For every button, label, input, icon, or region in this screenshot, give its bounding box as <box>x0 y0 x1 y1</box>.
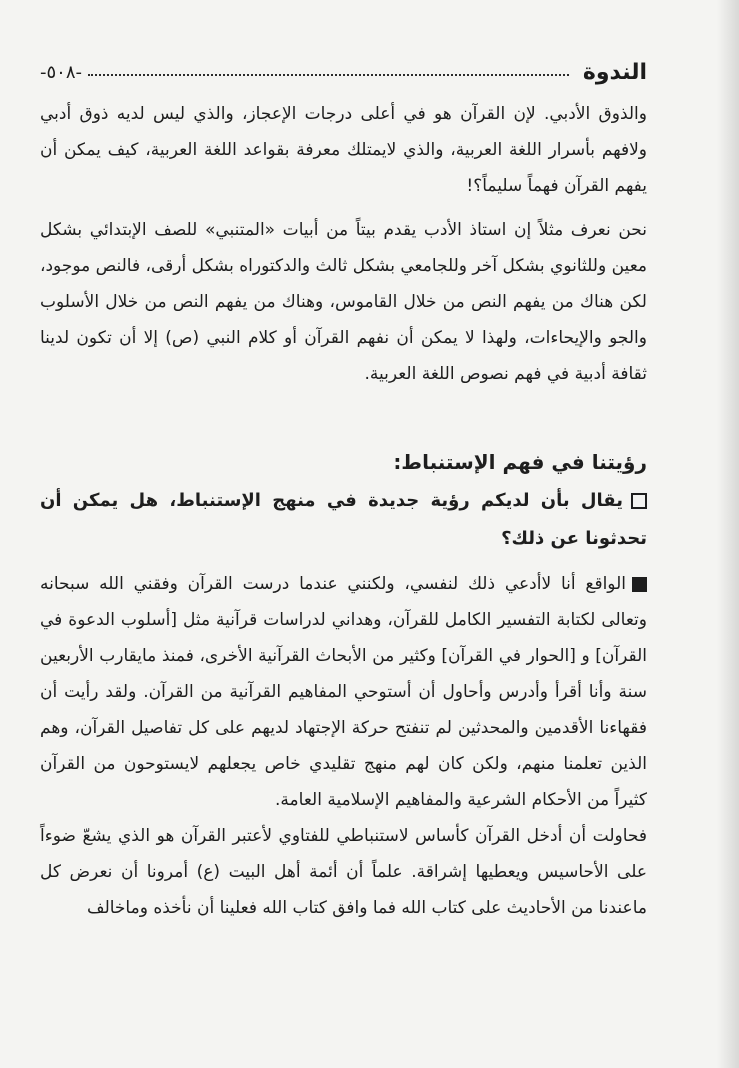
page-header <box>40 52 647 92</box>
section-gap <box>40 392 647 442</box>
question-text: يقال بأن لديكم رؤية جديدة في منهج الإستنباط، هل يمكن أن تحدثونا عن ذلك؟ <box>40 490 647 549</box>
paragraph-example: نحن نعرف مثلاً إن استاذ الأدب يقدم بيتاً من أبيات «المتنبي» للصف الإبتدائي بشكل معين وللثانوي بشكل آخر وللجامعي بشكل ثالث والدكتوراه بشكل أرقى، فالنص موجود، لكن هناك من يفهم النص من خلال القاموس، وهناك من يفهم النص من خلال الأسلوب والجو والإيحاءات، ولهذا لا يمكن أن نفهم القرآن أو كلام النبي (ص) إلا أن تكون لدينا ثقافة أدبية في فهم نصوص اللغة العربية. <box>40 220 647 384</box>
page-body <box>40 96 647 926</box>
filled-square-icon <box>632 577 647 592</box>
paragraph-intro: والذوق الأدبي. لإن القرآن هو في أعلى درجات الإعجاز، والذي ليس لديه ذوق أدبي ولافهم بأسرار اللغة العربية، والذي لايمتلك معرفة بقواعد اللغة العربية، كيف يمكن أن يفهم القرآن فهماً سليماً؟! <box>40 104 647 196</box>
page-number: -٥٠٨- <box>40 61 83 83</box>
section-heading: رؤيتنا في فهم الإستنباط: <box>393 450 647 474</box>
interview-question <box>40 482 647 558</box>
interview-answer <box>40 566 647 818</box>
answer-text-1: الواقع أنا لاأدعي ذلك لنفسي، ولكنني عندما درست القرآن وفقني الله سبحانه وتعالى لكتابة التفسير الكامل للقرآن، وهداني لدراسات قرآنية مثل [أسلوب الدعوة في القرآن] و [الحوار في القرآن] وكثير من الأبحاث القرآنية الأخرى، فمنذ مايقارب الأربعين سنة وأنا أقرأ وأدرس وأحاول أن أستوحي المفاهيم القرآنية من القرآن. ولقد رأيت أن فقهاءنا الأقدمين والمحدثين لم تنفتح حركة الإجتهاد لديهم على كل تفاصيل القرآن، وهم الذين تعلمنا منهم، ولكن كان لهم منهج تقليدي خاص يجعلهم لايستوحون من القرآن كثيراً من الأحكام الشرعية والمفاهيم الإسلامية العامة. <box>40 574 647 810</box>
paragraph-gap <box>40 204 647 212</box>
paragraph-gap <box>40 558 647 566</box>
running-title: الندوة <box>582 59 647 85</box>
answer-continuation: فحاولت أن أدخل القرآن كأساس لاستنباطي للفتاوي لأعتبر القرآن هو الذي يشعّ ضوءاً على الأحاسيس ويعطيها إشراقة. علماً أن أئمة أهل البيت (ع) أمرونا أن نعرض كل ماعندنا من الأحاديث على كتاب الله فما وافق كتاب الله فعلينا أن نأخذه وماخالف <box>40 826 647 918</box>
hollow-square-icon <box>631 493 647 509</box>
dotted-leader <box>88 74 569 76</box>
